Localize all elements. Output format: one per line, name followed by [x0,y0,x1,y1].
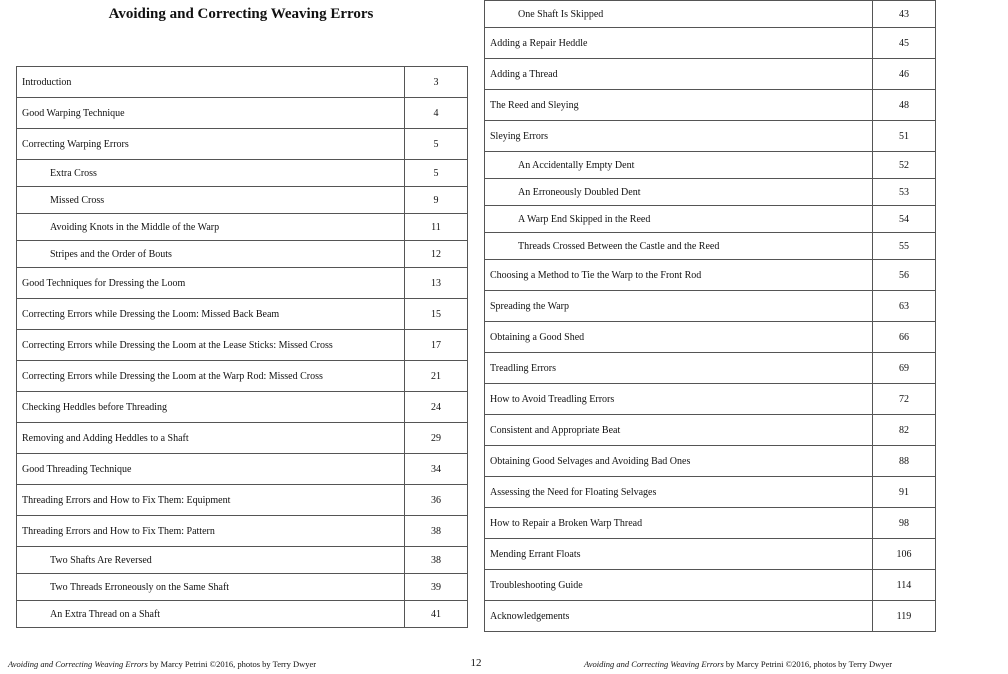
toc-entry-row [485,415,936,446]
toc-subentry-row [485,1,936,28]
toc-entry-title: Missed Cross [50,194,105,206]
toc-entry-row [485,570,936,601]
toc-title-cell [17,454,405,485]
toc-entry-page: 38 [405,516,468,547]
toc-entry-page: 5 [405,160,468,187]
toc-entry-row [485,353,936,384]
toc-entry-title: Sleying Errors [490,130,549,142]
toc-entry-page: 39 [405,574,468,601]
toc-entry-page: 38 [405,547,468,574]
toc-entry-page: 72 [873,384,936,415]
toc-entry-title: Troubleshooting Guide [490,579,583,591]
toc-entry-title: Obtaining Good Selvages and Avoiding Bad Ones [490,455,691,467]
toc-title-cell [17,361,405,392]
toc-entry-page: 53 [873,179,936,206]
toc-entry-page: 3 [405,67,468,98]
toc-entry-page: 82 [873,415,936,446]
toc-title-cell [485,322,873,353]
toc-title-cell [485,539,873,570]
toc-entry-page: 54 [873,206,936,233]
toc-title-cell [485,28,873,59]
toc-title-cell [17,574,405,601]
toc-entry-title: Good Warping Technique [22,107,125,119]
toc-entry-title: Adding a Repair Heddle [490,37,588,49]
document-title: Avoiding and Correcting Weaving Errors [108,6,374,22]
toc-subentry-row [17,547,468,574]
toc-entry-page: 17 [405,330,468,361]
toc-title-cell [485,415,873,446]
toc-title-cell [485,121,873,152]
toc-entry-page: 69 [873,353,936,384]
toc-entry-row [485,384,936,415]
toc-entry-row [17,454,468,485]
toc-entry-page: 24 [405,392,468,423]
toc-entry-title: Good Threading Technique [22,463,132,475]
toc-entry-row [17,361,468,392]
toc-subentry-row [17,214,468,241]
toc-entry-title: Correcting Warping Errors [22,138,129,150]
footer-left [8,659,316,669]
footer-book-title: Avoiding and Correcting Weaving Errors [584,659,724,669]
toc-title-cell [485,260,873,291]
toc-title-cell [485,508,873,539]
footer-credit: by Marcy Petrini ©2016, photos by Terry Dwyer [723,659,893,669]
toc-entry-page: 43 [873,1,936,28]
toc-entry-page: 9 [405,187,468,214]
toc-subentry-row [17,187,468,214]
toc-entry-title: An Erroneously Doubled Dent [518,186,641,198]
toc-entry-page: 55 [873,233,936,260]
toc-subentry-row [17,574,468,601]
page-number: 12 [470,657,482,669]
toc-entry-page: 106 [873,539,936,570]
toc-entry-title: The Reed and Sleying [490,99,579,111]
toc-entry-page: 56 [873,260,936,291]
toc-entry-row [17,485,468,516]
toc-subentry-row [17,241,468,268]
toc-title-cell [485,570,873,601]
toc-entry-page: 29 [405,423,468,454]
toc-title-cell [17,187,405,214]
toc-entry-page: 88 [873,446,936,477]
toc-entry-row [17,423,468,454]
toc-table-right [484,0,936,632]
toc-entry-row [17,67,468,98]
toc-entry-page: 52 [873,152,936,179]
toc-entry-page: 98 [873,508,936,539]
toc-title-cell [485,206,873,233]
toc-title-cell [17,601,405,628]
toc-entry-row [17,268,468,299]
toc-title-cell [485,90,873,121]
toc-subentry-row [485,179,936,206]
toc-entry-page: 15 [405,299,468,330]
toc-title-cell [17,299,405,330]
toc-table-left [16,66,468,628]
toc-entry-row [485,446,936,477]
toc-entry-page: 11 [405,214,468,241]
toc-title-cell [17,516,405,547]
toc-entry-row [17,98,468,129]
toc-entry-title: How to Avoid Treadling Errors [490,393,615,405]
toc-title-cell [485,1,873,28]
toc-title-cell [17,547,405,574]
toc-entry-title: Threads Crossed Between the Castle and the Reed [518,240,720,252]
toc-entry-title: Avoiding Knots in the Middle of the Warp [50,221,220,233]
toc-entry-row [17,129,468,160]
toc-entry-row [485,90,936,121]
footer-book-title: Avoiding and Correcting Weaving Errors [8,659,148,669]
toc-entry-page: 66 [873,322,936,353]
toc-title-cell [17,268,405,299]
toc-entry-title: Adding a Thread [490,68,558,80]
toc-entry-page: 12 [405,241,468,268]
toc-title-cell [485,233,873,260]
toc-title-cell [485,291,873,322]
toc-entry-row [17,516,468,547]
toc-entry-page: 5 [405,129,468,160]
toc-entry-title: Acknowledgements [490,610,570,622]
toc-entry-title: Choosing a Method to Tie the Warp to the Front Rod [490,269,702,281]
toc-title-cell [17,214,405,241]
toc-title-cell [17,392,405,423]
toc-entry-title: Extra Cross [50,167,97,179]
toc-entry-page: 91 [873,477,936,508]
toc-entry-row [485,508,936,539]
toc-title-cell [17,98,405,129]
toc-entry-title: How to Repair a Broken Warp Thread [490,517,643,529]
toc-entry-page: 114 [873,570,936,601]
toc-entry-title: Correcting Errors while Dressing the Loom at the Warp Rod: Missed Cross [22,370,323,382]
toc-title-cell [485,152,873,179]
toc-entry-page: 48 [873,90,936,121]
toc-entry-title: Mending Errant Floats [490,548,581,560]
toc-entry-title: An Extra Thread on a Shaft [50,608,161,620]
toc-entry-title: Correcting Errors while Dressing the Loom at the Lease Sticks: Missed Cross [22,339,333,351]
toc-entry-title: Threading Errors and How to Fix Them: Pattern [22,525,215,537]
toc-entry-title: Assessing the Need for Floating Selvages [490,486,657,498]
toc-entry-title: Good Techniques for Dressing the Loom [22,277,186,289]
toc-title-cell [17,129,405,160]
toc-title-cell [485,59,873,90]
toc-entry-title: Introduction [22,76,72,88]
toc-entry-title: Consistent and Appropriate Beat [490,424,621,436]
toc-entry-page: 119 [873,601,936,632]
toc-entry-title: Spreading the Warp [490,300,569,312]
toc-subentry-row [485,233,936,260]
toc-entry-row [485,601,936,632]
toc-entry-title: Removing and Adding Heddles to a Shaft [22,432,189,444]
toc-entry-page: 45 [873,28,936,59]
toc-entry-title: A Warp End Skipped in the Reed [518,213,651,225]
toc-title-cell [17,241,405,268]
toc-entry-row [485,291,936,322]
toc-title-cell [17,160,405,187]
toc-subentry-row [17,601,468,628]
toc-title-cell [485,384,873,415]
toc-title-cell [17,67,405,98]
toc-entry-title: An Accidentally Empty Dent [518,159,635,171]
toc-entry-row [485,59,936,90]
toc-title-cell [485,179,873,206]
toc-entry-page: 36 [405,485,468,516]
toc-title-cell [485,477,873,508]
toc-entry-title: One Shaft Is Skipped [518,8,604,20]
toc-title-cell [17,485,405,516]
toc-entry-row [485,260,936,291]
toc-entry-row [17,299,468,330]
toc-entry-page: 41 [405,601,468,628]
toc-entry-title: Two Shafts Are Reversed [50,554,152,566]
toc-entry-row [485,28,936,59]
footer-credit: by Marcy Petrini ©2016, photos by Terry Dwyer [147,659,317,669]
toc-title-cell [17,423,405,454]
toc-entry-title: Stripes and the Order of Bouts [50,248,172,260]
toc-entry-title: Two Threads Erroneously on the Same Shaft [50,581,230,593]
toc-subentry-row [485,206,936,233]
toc-entry-row [17,392,468,423]
toc-entry-row [485,477,936,508]
toc-title-cell [17,330,405,361]
toc-entry-page: 34 [405,454,468,485]
footer-right [584,659,892,669]
toc-subentry-row [17,160,468,187]
toc-entry-row [485,322,936,353]
toc-entry-row [485,539,936,570]
toc-entry-title: Threading Errors and How to Fix Them: Equipment [22,494,231,506]
toc-entry-title: Obtaining a Good Shed [490,331,585,343]
toc-entry-page: 46 [873,59,936,90]
toc-entry-page: 4 [405,98,468,129]
toc-entry-page: 51 [873,121,936,152]
toc-entry-page: 21 [405,361,468,392]
toc-title-cell [485,601,873,632]
toc-entry-page: 63 [873,291,936,322]
toc-entry-page: 13 [405,268,468,299]
toc-entry-row [17,330,468,361]
toc-title-cell [485,353,873,384]
toc-subentry-row [485,152,936,179]
toc-entry-title: Treadling Errors [490,362,557,374]
toc-entry-title: Correcting Errors while Dressing the Loom: Missed Back Beam [22,308,280,320]
toc-entry-row [485,121,936,152]
toc-title-cell [485,446,873,477]
toc-entry-title: Checking Heddles before Threading [22,401,168,413]
